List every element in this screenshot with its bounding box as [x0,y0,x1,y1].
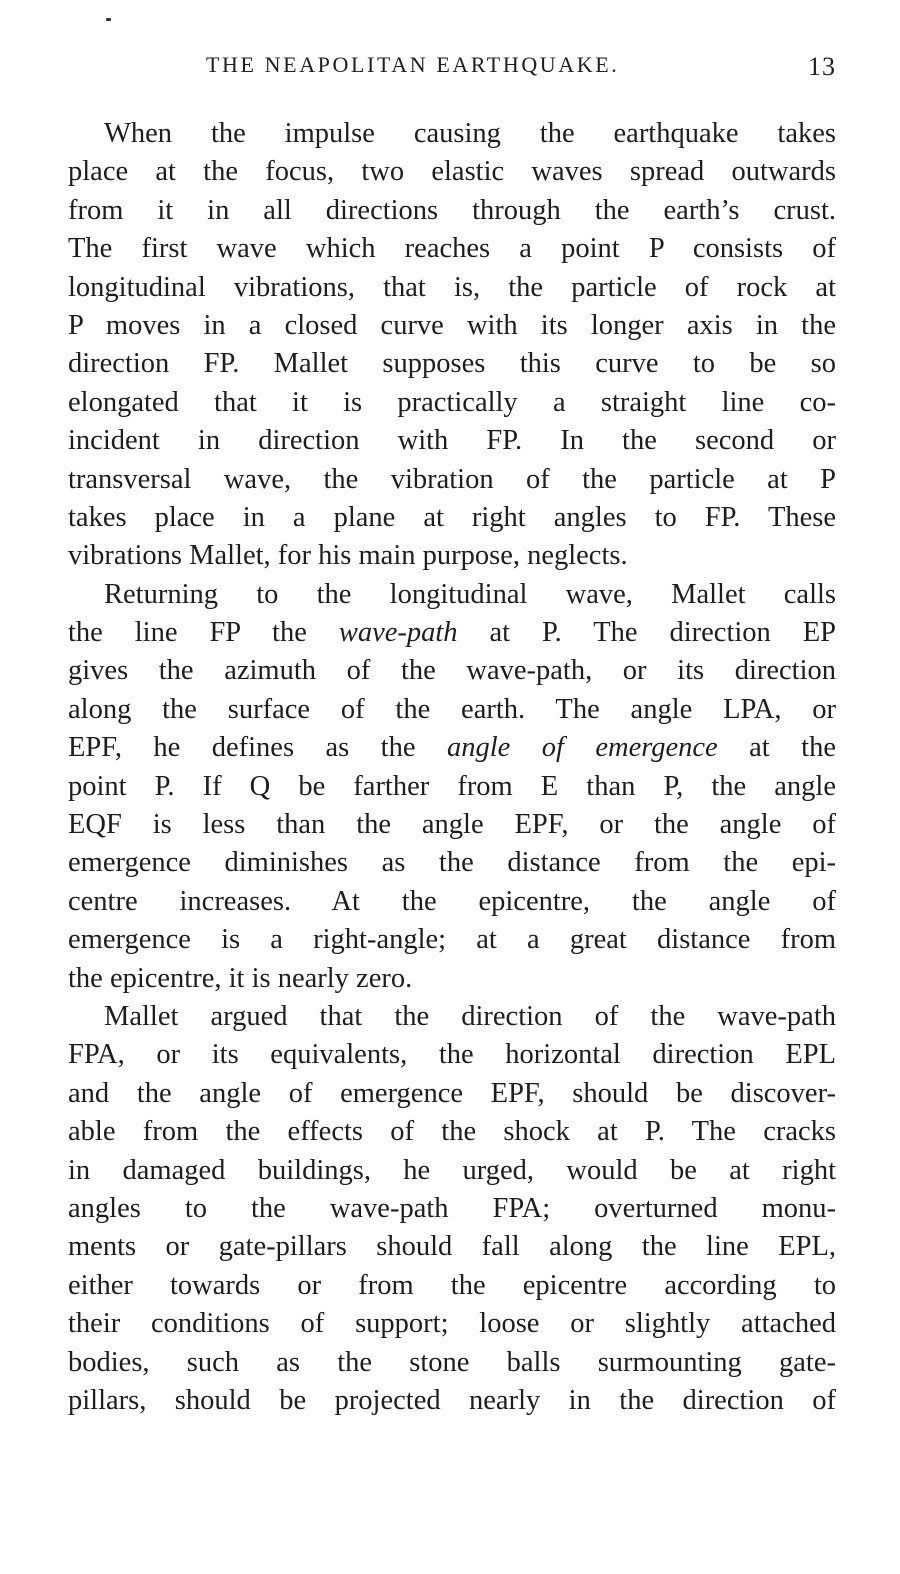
text-line: point P. If Q be farther from E than P, the angle [68,770,836,802]
text-line: gives the azimuth of the wave-path, or its direction [68,655,836,687]
text-line: emergence is a right-angle; at a great distance from [68,924,836,956]
text-line: direction FP. Mallet supposes this curve to be so [68,348,836,380]
text-line: transversal wave, the vibration of the particle at P [68,463,836,495]
text-line: P moves in a closed curve with its longer axis in the [68,309,836,341]
text-line: FPA, or its equivalents, the horizontal direction EPL [68,1039,836,1071]
text-line: takes place in a plane at right angles to FP. These [68,501,836,533]
paragraph-2 [68,576,836,998]
text-line: and the angle of emergence EPF, should be discover- [68,1077,836,1109]
text-line: emergence diminishes as the distance from the epi- [68,847,836,879]
text-line: Mallet argued that the direction of the wave-path [104,1000,836,1032]
running-title: THE NEAPOLITAN EARTHQUAKE. [206,52,620,77]
text-line: longitudinal vibrations, that is, the particle of rock at [68,271,836,303]
text-line [68,614,836,652]
text-line: EQF is less than the angle EPF, or the angle of [68,809,836,841]
text-run: the line FP the [68,617,339,649]
text-line: either towards or from the epicentre according to [68,1269,836,1301]
text-line: pillars, should be projected nearly in the direction of [68,1384,836,1416]
text-line: incident in direction with FP. In the second or [68,425,836,457]
text-line: centre increases. At the epicentre, the angle of [68,885,836,917]
text-line: their conditions of support; loose or slightly attached [68,1308,836,1340]
text-line: elongated that it is practically a straight line co- [68,386,836,418]
text-line: place at the focus, two elastic waves spread outwards [68,156,836,188]
text-line: bodies, such as the stone balls surmounting gate- [68,1346,836,1378]
italic-term: angle of emergence [446,732,718,764]
body-text [68,115,836,1420]
text-line: ments or gate-pillars should fall along the line EPL, [68,1231,836,1263]
text-line: in damaged buildings, he urged, would be at right [68,1154,836,1186]
text-line: the epicentre, it is nearly zero. [68,962,413,994]
italic-term: wave-path [338,617,458,649]
text-line: able from the effects of the shock at P. The cracks [68,1116,836,1148]
running-head [70,52,838,82]
text-line: Returning to the longitudinal wave, Mallet calls [104,578,836,610]
paragraph-1 [68,115,836,576]
text-line: from it in all directions through the earth’s crust. [68,194,836,226]
text-line: angles to the wave-path FPA; overturned monu- [68,1192,836,1224]
text-line [68,729,836,767]
page-number: 13 [808,52,836,81]
text-line: along the surface of the earth. The angle LPA, or [68,693,836,725]
print-speck [106,18,111,21]
text-line: When the impulse causing the earthquake takes [104,118,836,149]
paragraph-3 [68,998,836,1420]
text-line: vibrations Mallet, for his main purpose, neglects. [68,540,628,572]
text-run: at P. The direction EP [457,617,837,649]
text-run: EPF, he defines as the [68,732,447,764]
text-line: The first wave which reaches a point P consists of [68,233,836,265]
text-run: at the [717,732,836,764]
